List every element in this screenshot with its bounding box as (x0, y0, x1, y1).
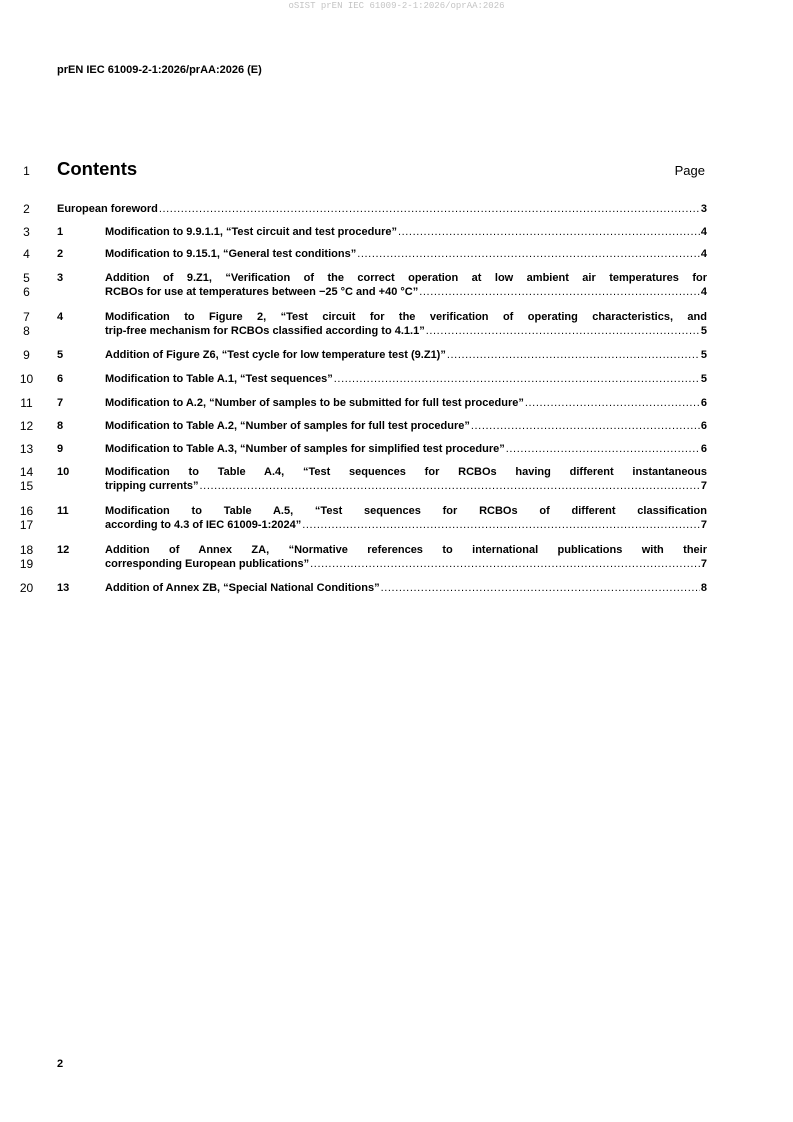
line-number-group (14, 396, 39, 410)
toc-entry[interactable] (57, 419, 707, 433)
line-number: 1 (23, 164, 30, 178)
line-number-group (14, 581, 39, 595)
dot-leader (419, 285, 700, 299)
toc-entry-body (105, 247, 707, 261)
watermark: oSIST prEN IEC 61009-2-1:2026/oprAA:2026 (288, 1, 505, 11)
toc-entry-body (105, 225, 707, 239)
toc-entry-page: 4 (700, 248, 707, 260)
line-number: 19 (19, 557, 34, 571)
toc-entry-title: Modification to A.2, “Number of samples to be submitted for full test procedure” (105, 397, 524, 409)
line-number: 11 (20, 396, 33, 410)
toc-entry-number: 6 (57, 373, 64, 385)
toc-entry-body (105, 543, 707, 571)
toc-entry-title-line: Modification to Table A.5, “Test sequences for RCBOs of different classification (105, 505, 707, 517)
dot-leader (525, 396, 700, 410)
toc-entry-title-line: Addition of 9.Z1, “Verification of the correct operation at low ambient air temperatures for (105, 272, 707, 284)
toc-entry-title: Modification to Table A.3, “Number of samples for simplified test procedure” (105, 443, 505, 455)
line-number: 18 (19, 543, 34, 557)
toc-entry-title: Addition of Annex ZB, “Special National Conditions” (105, 582, 380, 594)
toc-entry[interactable] (57, 543, 707, 571)
toc-entry-page: 6 (700, 443, 707, 455)
dot-leader (398, 225, 700, 239)
toc-entry[interactable] (57, 581, 707, 595)
toc-entry-title: according to 4.3 of IEC 61009-1:2024” (105, 519, 302, 531)
dot-leader (310, 557, 700, 571)
toc-entry-page: 4 (700, 226, 707, 238)
toc-entry-title-line (105, 348, 707, 362)
dot-leader (357, 247, 700, 261)
toc-entry-title-line (105, 396, 707, 410)
toc-entry-number: 10 (57, 466, 70, 478)
toc-entry-number: 2 (57, 248, 64, 260)
toc-entry-page: 7 (700, 519, 707, 531)
line-number-group (14, 442, 39, 456)
toc-entry-number: 4 (57, 311, 64, 323)
toc-entry-page: 6 (700, 397, 707, 409)
toc-entry-body (105, 442, 707, 456)
toc-entry-title: corresponding European publications” (105, 558, 310, 570)
line-number: 15 (19, 479, 34, 493)
toc-entry-body (105, 581, 707, 595)
line-number: 5 (23, 271, 30, 285)
dot-leader (334, 372, 700, 386)
line-number-group (14, 348, 39, 362)
toc-entry-body (105, 419, 707, 433)
toc-entry[interactable] (57, 442, 707, 456)
toc-entry-title-line (105, 518, 707, 532)
toc-entry-body (105, 372, 707, 386)
line-number-group (14, 225, 39, 239)
line-number: 10 (19, 372, 34, 386)
toc-entry-page: 8 (700, 582, 707, 594)
toc-entry-number: 7 (57, 397, 64, 409)
toc-entry-number: 11 (57, 505, 69, 517)
toc-entry-page: 4 (700, 286, 707, 298)
line-number: 8 (23, 324, 30, 338)
toc-entry[interactable] (57, 202, 707, 216)
toc-entry-page: 5 (700, 373, 707, 385)
toc-entry-body (105, 465, 707, 493)
dot-leader (506, 442, 700, 456)
toc-entry-title-line (105, 419, 707, 433)
toc-entry-page: 7 (700, 480, 707, 492)
toc-entry-title: Modification to 9.15.1, “General test conditions” (105, 248, 357, 260)
dot-leader (302, 518, 700, 532)
toc-entry-title-line (105, 324, 707, 338)
document-identifier: prEN IEC 61009-2-1:2026/prAA:2026 (E) (57, 64, 262, 76)
toc-entry-title-line (105, 372, 707, 386)
dot-leader (381, 581, 700, 595)
toc-entry-body (105, 504, 707, 532)
line-number: 4 (23, 247, 30, 261)
page-column-label: Page (674, 163, 705, 178)
toc-entry-title-line (105, 225, 707, 239)
toc-entry-page: 5 (700, 325, 707, 337)
line-number: 20 (19, 581, 34, 595)
line-number-group (14, 543, 39, 571)
toc-entry-title: RCBOs for use at temperatures between −25 °C and +40 °C” (105, 286, 419, 298)
line-number: 2 (23, 202, 30, 216)
toc-entry-number: 3 (57, 272, 64, 284)
line-number: 17 (19, 518, 34, 532)
line-number: 12 (19, 419, 34, 433)
line-number: 14 (19, 465, 34, 479)
page-number: 2 (57, 1058, 64, 1070)
toc-entry-title: European foreword (57, 203, 158, 215)
toc-entry-body (105, 348, 707, 362)
line-number-group (14, 247, 39, 261)
toc-entry-number: 12 (57, 544, 70, 556)
toc-entry[interactable] (57, 372, 707, 386)
toc-entry[interactable] (57, 396, 707, 410)
line-number: 16 (19, 504, 34, 518)
dot-leader (471, 419, 700, 433)
toc-entry-title-line (105, 442, 707, 456)
dot-leader (200, 479, 700, 493)
toc-entry[interactable] (57, 310, 707, 338)
line-number: 7 (23, 310, 30, 324)
toc-entry[interactable] (57, 271, 707, 299)
toc-entry-number: 9 (57, 443, 64, 455)
toc-entry-title-line (105, 557, 707, 571)
toc-entry-title-line: Addition of Annex ZA, “Normative references to international publications with their (105, 544, 707, 556)
toc-entry-body (105, 396, 707, 410)
toc-entry-number: 5 (57, 349, 64, 361)
toc-entry[interactable] (57, 504, 707, 532)
toc-entry[interactable] (57, 247, 707, 261)
toc-entry-title-line (105, 581, 707, 595)
line-number: 13 (19, 442, 34, 456)
toc-entry-number: 8 (57, 420, 64, 432)
dot-leader (159, 202, 700, 216)
toc-entry-title-line: Modification to Figure 2, “Test circuit for the verification of operating characteristics, and (105, 311, 707, 323)
line-number-group (14, 202, 39, 216)
line-number-group (14, 465, 39, 493)
dot-leader (447, 348, 700, 362)
toc-entry-title-line (105, 479, 707, 493)
toc-entry-number: 1 (57, 226, 64, 238)
toc-entry-number: 13 (57, 582, 70, 594)
toc-entry-title: Modification to Table A.1, “Test sequences” (105, 373, 333, 385)
line-number-group (14, 372, 39, 386)
contents-heading: Contents (57, 158, 138, 179)
toc-entry-title: Modification to Table A.2, “Number of samples for full test procedure” (105, 420, 470, 432)
toc-entry-title-line: Modification to Table A.4, “Test sequences for RCBOs having different instantaneous (105, 466, 707, 478)
line-number: 6 (23, 285, 30, 299)
toc-entry-title: Addition of Figure Z6, “Test cycle for low temperature test (9.Z1)” (105, 349, 446, 361)
toc-entry-body (105, 310, 707, 338)
toc-entry-title-line (105, 285, 707, 299)
toc-entry-body (57, 202, 707, 216)
line-number-group (14, 271, 39, 299)
line-number-group (14, 310, 39, 338)
toc-entry[interactable] (57, 225, 707, 239)
toc-entry-page: 3 (700, 203, 707, 215)
toc-entry-title: trip-free mechanism for RCBOs classified according to 4.1.1” (105, 325, 425, 337)
toc-entry[interactable] (57, 348, 707, 362)
toc-entry-title: Modification to 9.9.1.1, “Test circuit and test procedure” (105, 226, 397, 238)
dot-leader (426, 324, 700, 338)
line-number: 3 (23, 225, 30, 239)
toc-entry[interactable] (57, 465, 707, 493)
toc-entry-title-line (105, 247, 707, 261)
toc-entry-title-line (57, 202, 707, 216)
toc-entry-page: 5 (700, 349, 707, 361)
toc-entry-body (105, 271, 707, 299)
line-number-group (14, 504, 39, 532)
toc-entry-page: 6 (700, 420, 707, 432)
toc-entry-title: tripping currents” (105, 480, 199, 492)
line-number-group (14, 419, 39, 433)
toc-entry-page: 7 (700, 558, 707, 570)
line-number: 9 (23, 348, 30, 362)
